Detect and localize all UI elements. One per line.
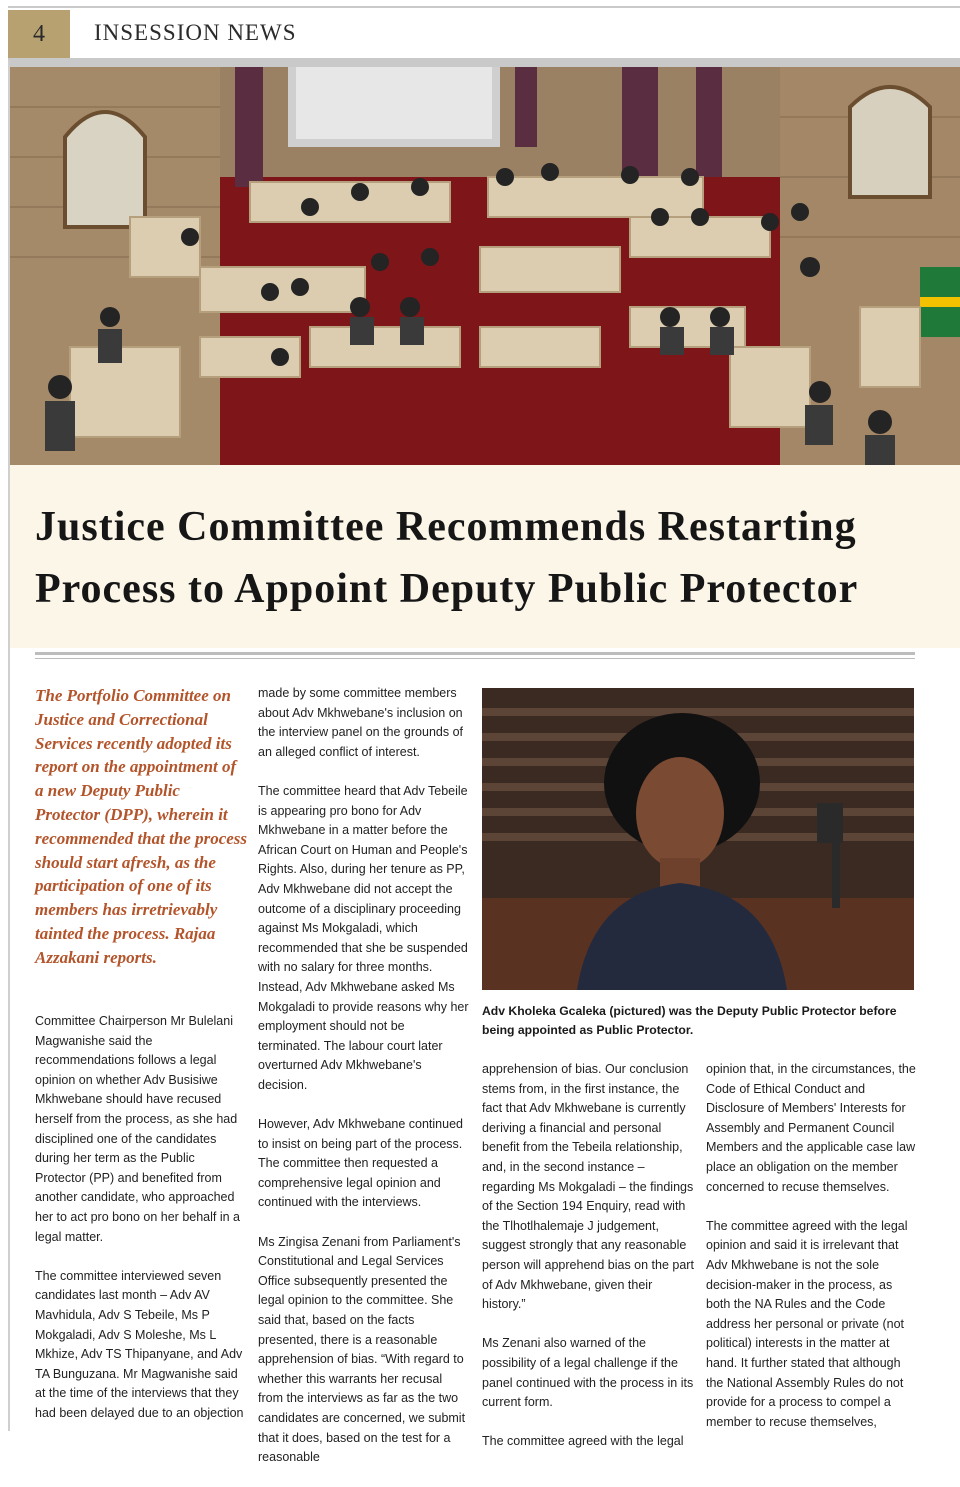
paragraph: Ms Zenani also warned of the possibility of a legal challenge if the panel continued with the process in its current form.	[482, 1336, 694, 1410]
paragraph: Committee Chairperson Mr Bulelani Magwanishe said the recommendations follows a legal opinion on whether Adv Busisiwe Mkhwebane should have recused herself from the process, as she had disciplined one of the candidates during her term as the Public Protector (PP) and benefited from another candidate, who approached her to act pro bono on her behalf in a legal matter.	[35, 1014, 241, 1244]
paragraph: made by some committee members about Adv Mkhwebane's inclusion on the interview panel on the grounds of an alleged conflict of interest.	[258, 686, 463, 759]
portrait-photo	[482, 688, 914, 990]
committee-room-photo	[10, 67, 960, 465]
paragraph: Ms Zingisa Zenani from Parliament's Constitutional and Legal Services Office subsequently presented the legal opinion to the committee. She said that, based on the facts presented, there is a reasonable apprehension of bias. “With regard to whether this warrants her recusal from the interviews as far as the two candidates are concerned, we submit that it does, based on the test for a reasonable	[258, 1234, 466, 1465]
text-column-3	[482, 1060, 694, 1471]
photo-caption: Adv Kholeka Gcaleka (pictured) was the Deputy Public Protector before being appointed as Public Protector.	[482, 1004, 897, 1037]
paragraph: The committee agreed with the legal	[482, 1434, 684, 1449]
text-column-4	[706, 1060, 916, 1452]
paragraph: apprehension of bias. Our conclusion stems from, in the first instance, the fact that Adv Mkhwebane is currently deriving a financial and personal benefit from the Tebeila relationship, and, in the second instance – regarding Ms Mokgaladi – the findings of the Section 194 Enquiry, read with the Tlhotlhalemaje J judgement, suggest strongly that any reasonable person will apprehend bias on the part of Adv Mkhwebane, given their history.”	[482, 1062, 694, 1312]
publication-masthead: INSESSION NEWS	[94, 20, 297, 45]
title-rule-thin	[35, 658, 915, 659]
article-headline: Justice Committee Recommends Restarting Process to Appoint Deputy Public Protector	[35, 504, 859, 612]
page-number: 4	[8, 10, 70, 58]
top-rule	[8, 6, 960, 8]
paragraph: The committee interviewed seven candidates last month – Adv AV Mavhidula, Adv S Tebeile, Ms P Mokgaladi, Adv S Moleshe, Ms L Mkhize, Adv TS Thipanyane, and Adv TA Bunguzana. Mr Magwanishe said at the time of the interviews that they had been delayed due to an objection	[35, 1268, 244, 1420]
header-rule	[8, 58, 960, 67]
paragraph: opinion that, in the circumstances, the Code of Ethical Conduct and Disclosure of Members' Interests for Assembly and Permanent Council Members and the applicable case law place an obligation on the member concerned to recuse themselves.	[706, 1062, 916, 1194]
title-rule	[35, 652, 915, 655]
article-intro: The Portfolio Committee on Justice and Correctional Services recently adopted its report on the appointment of a new Deputy Public Protector (DPP), wherein it recommended that the process should start afresh, as the participation of one of its members has irretrievably tainted the process. Rajaa Azzakani reports.	[35, 686, 248, 967]
paragraph: The committee heard that Adv Tebeile is appearing pro bono for Adv Mkhwebane in a matter before the African Court on Human and People's Rights. Also, during her tenure as PP, Adv Mkhwebane did not accept the outcome of a disciplinary proceeding against Ms Mokgaladi, which recommended that she be suspended with no salary for three months. Instead, Adv Mkhwebane asked Ms Mokgaladi to provide reasons why her employment should not be terminated. The labour court later overturned Adv Mkhwebane's decision.	[258, 783, 469, 1092]
paragraph: However, Adv Mkhwebane continued to insist on being part of the process. The committee then requested a comprehensive legal opinion and continued with the interviews.	[258, 1117, 463, 1210]
paragraph: The committee agreed with the legal opinion and said it is irrelevant that Adv Mkhwebane is not the sole decision-maker in the process, as both the NA Rules and the Code address her personal or private (not political) interests in the matter at hand. It further stated that although the National Assembly Rules do not provide for a process to compel a member to recuse themselves,	[706, 1218, 908, 1429]
text-column-1	[35, 1012, 245, 1443]
text-column-2	[258, 684, 470, 1487]
